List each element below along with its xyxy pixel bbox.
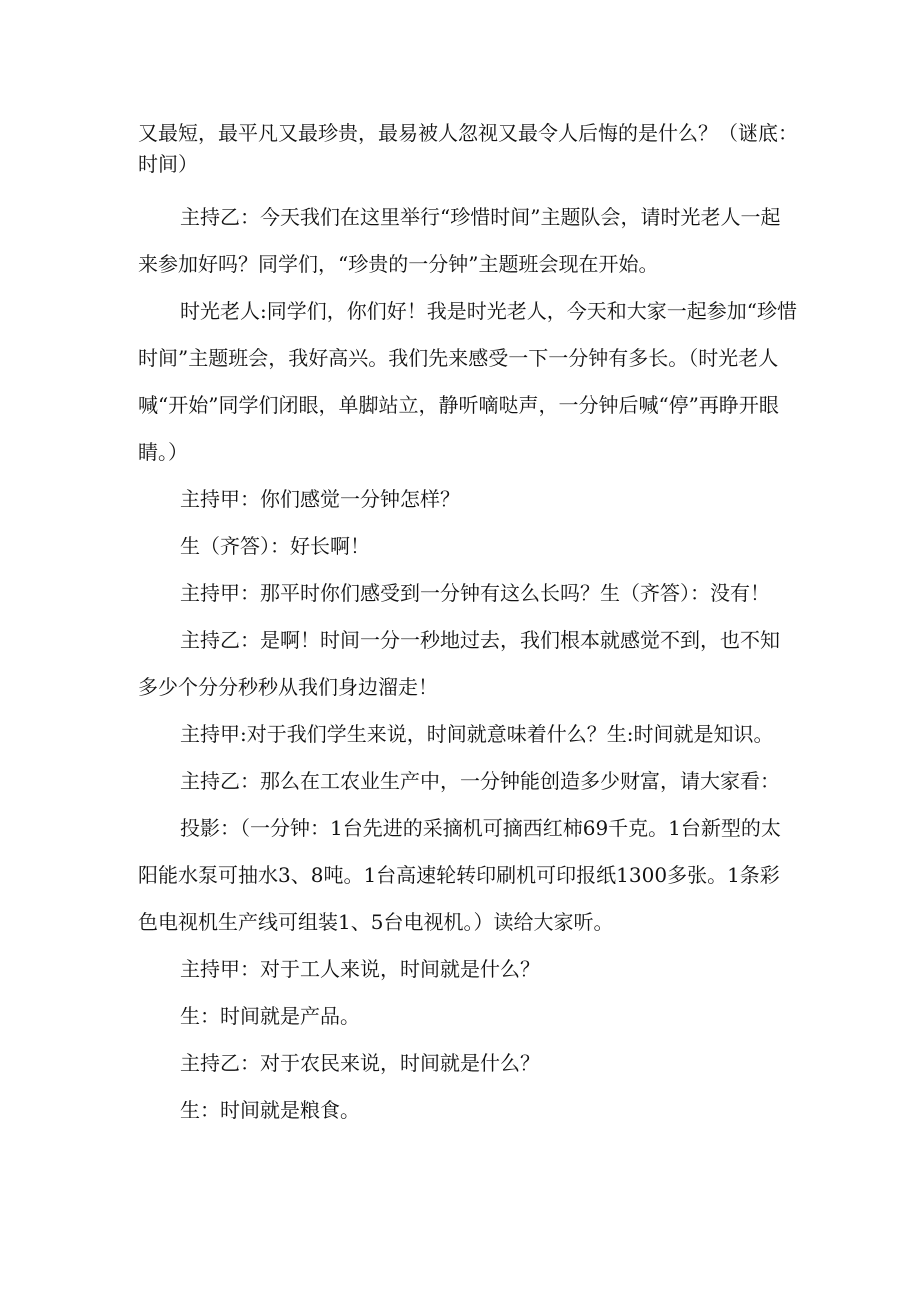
paragraph-host-b-farmers: 主持乙：对于农民来说，时间就是什么？ bbox=[180, 1051, 540, 1075]
paragraph-host-a-followup: 主持甲：那平时你们感受到一分钟有这么长吗？生（齐答）：没有！ bbox=[180, 581, 770, 605]
document-body bbox=[138, 118, 798, 1134]
paragraph-riddle-ending: 又最短，最平凡又最珍贵，最易被人忽视又最令人后悔的是什么？（谜底：时间） bbox=[138, 121, 798, 176]
paragraph-host-a-question: 主持甲：你们感觉一分钟怎样？ bbox=[180, 487, 460, 511]
paragraph-host-b-intro: 主持乙：今天我们在这里举行“珍惜时间”主题队会，请时光老人一起来参加好吗？同学们，“珍贵的一分钟”主题班会现在开始。 bbox=[138, 205, 781, 276]
paragraph-student-products: 生：时间就是产品。 bbox=[180, 1004, 360, 1028]
paragraph-time-elder: 时光老人:同学们，你们好！我是时光老人，今天和大家一起参加“珍惜时间”主题班会，我好高兴。我们先来感受一下一分钟有多长。（时光老人喊“开始”同学们闭眼，单脚站立，静听嘀哒声，一分钟后喊“停”再睁开眼睛。） bbox=[138, 299, 797, 464]
paragraph-host-b-reflection: 主持乙：是啊！时间一分一秒地过去，我们根本就感觉不到，也不知多少个分分秒秒从我们身边溜走！ bbox=[138, 628, 780, 699]
paragraph-students-answer: 生（齐答）：好长啊！ bbox=[180, 534, 370, 558]
paragraph-host-a-knowledge: 主持甲:对于我们学生来说，时间就意味着什么？生:时间就是知识。 bbox=[180, 722, 774, 746]
paragraph-host-a-workers: 主持甲：对于工人来说，时间就是什么？ bbox=[180, 957, 540, 981]
paragraph-student-grain: 生：时间就是粮食。 bbox=[180, 1098, 360, 1122]
paragraph-host-b-production: 主持乙：那么在工农业生产中，一分钟能创造多少财富，请大家看： bbox=[180, 769, 780, 793]
paragraph-projection: 投影：（一分钟：1台先进的采摘机可摘西红柿69千克。1台新型的太阳能水泵可抽水3、8吨。1台高速轮转印刷机可印报纸1300多张。1条彩色电视机生产线可组装1、5台电视机。）读给大家听。 bbox=[138, 816, 781, 934]
